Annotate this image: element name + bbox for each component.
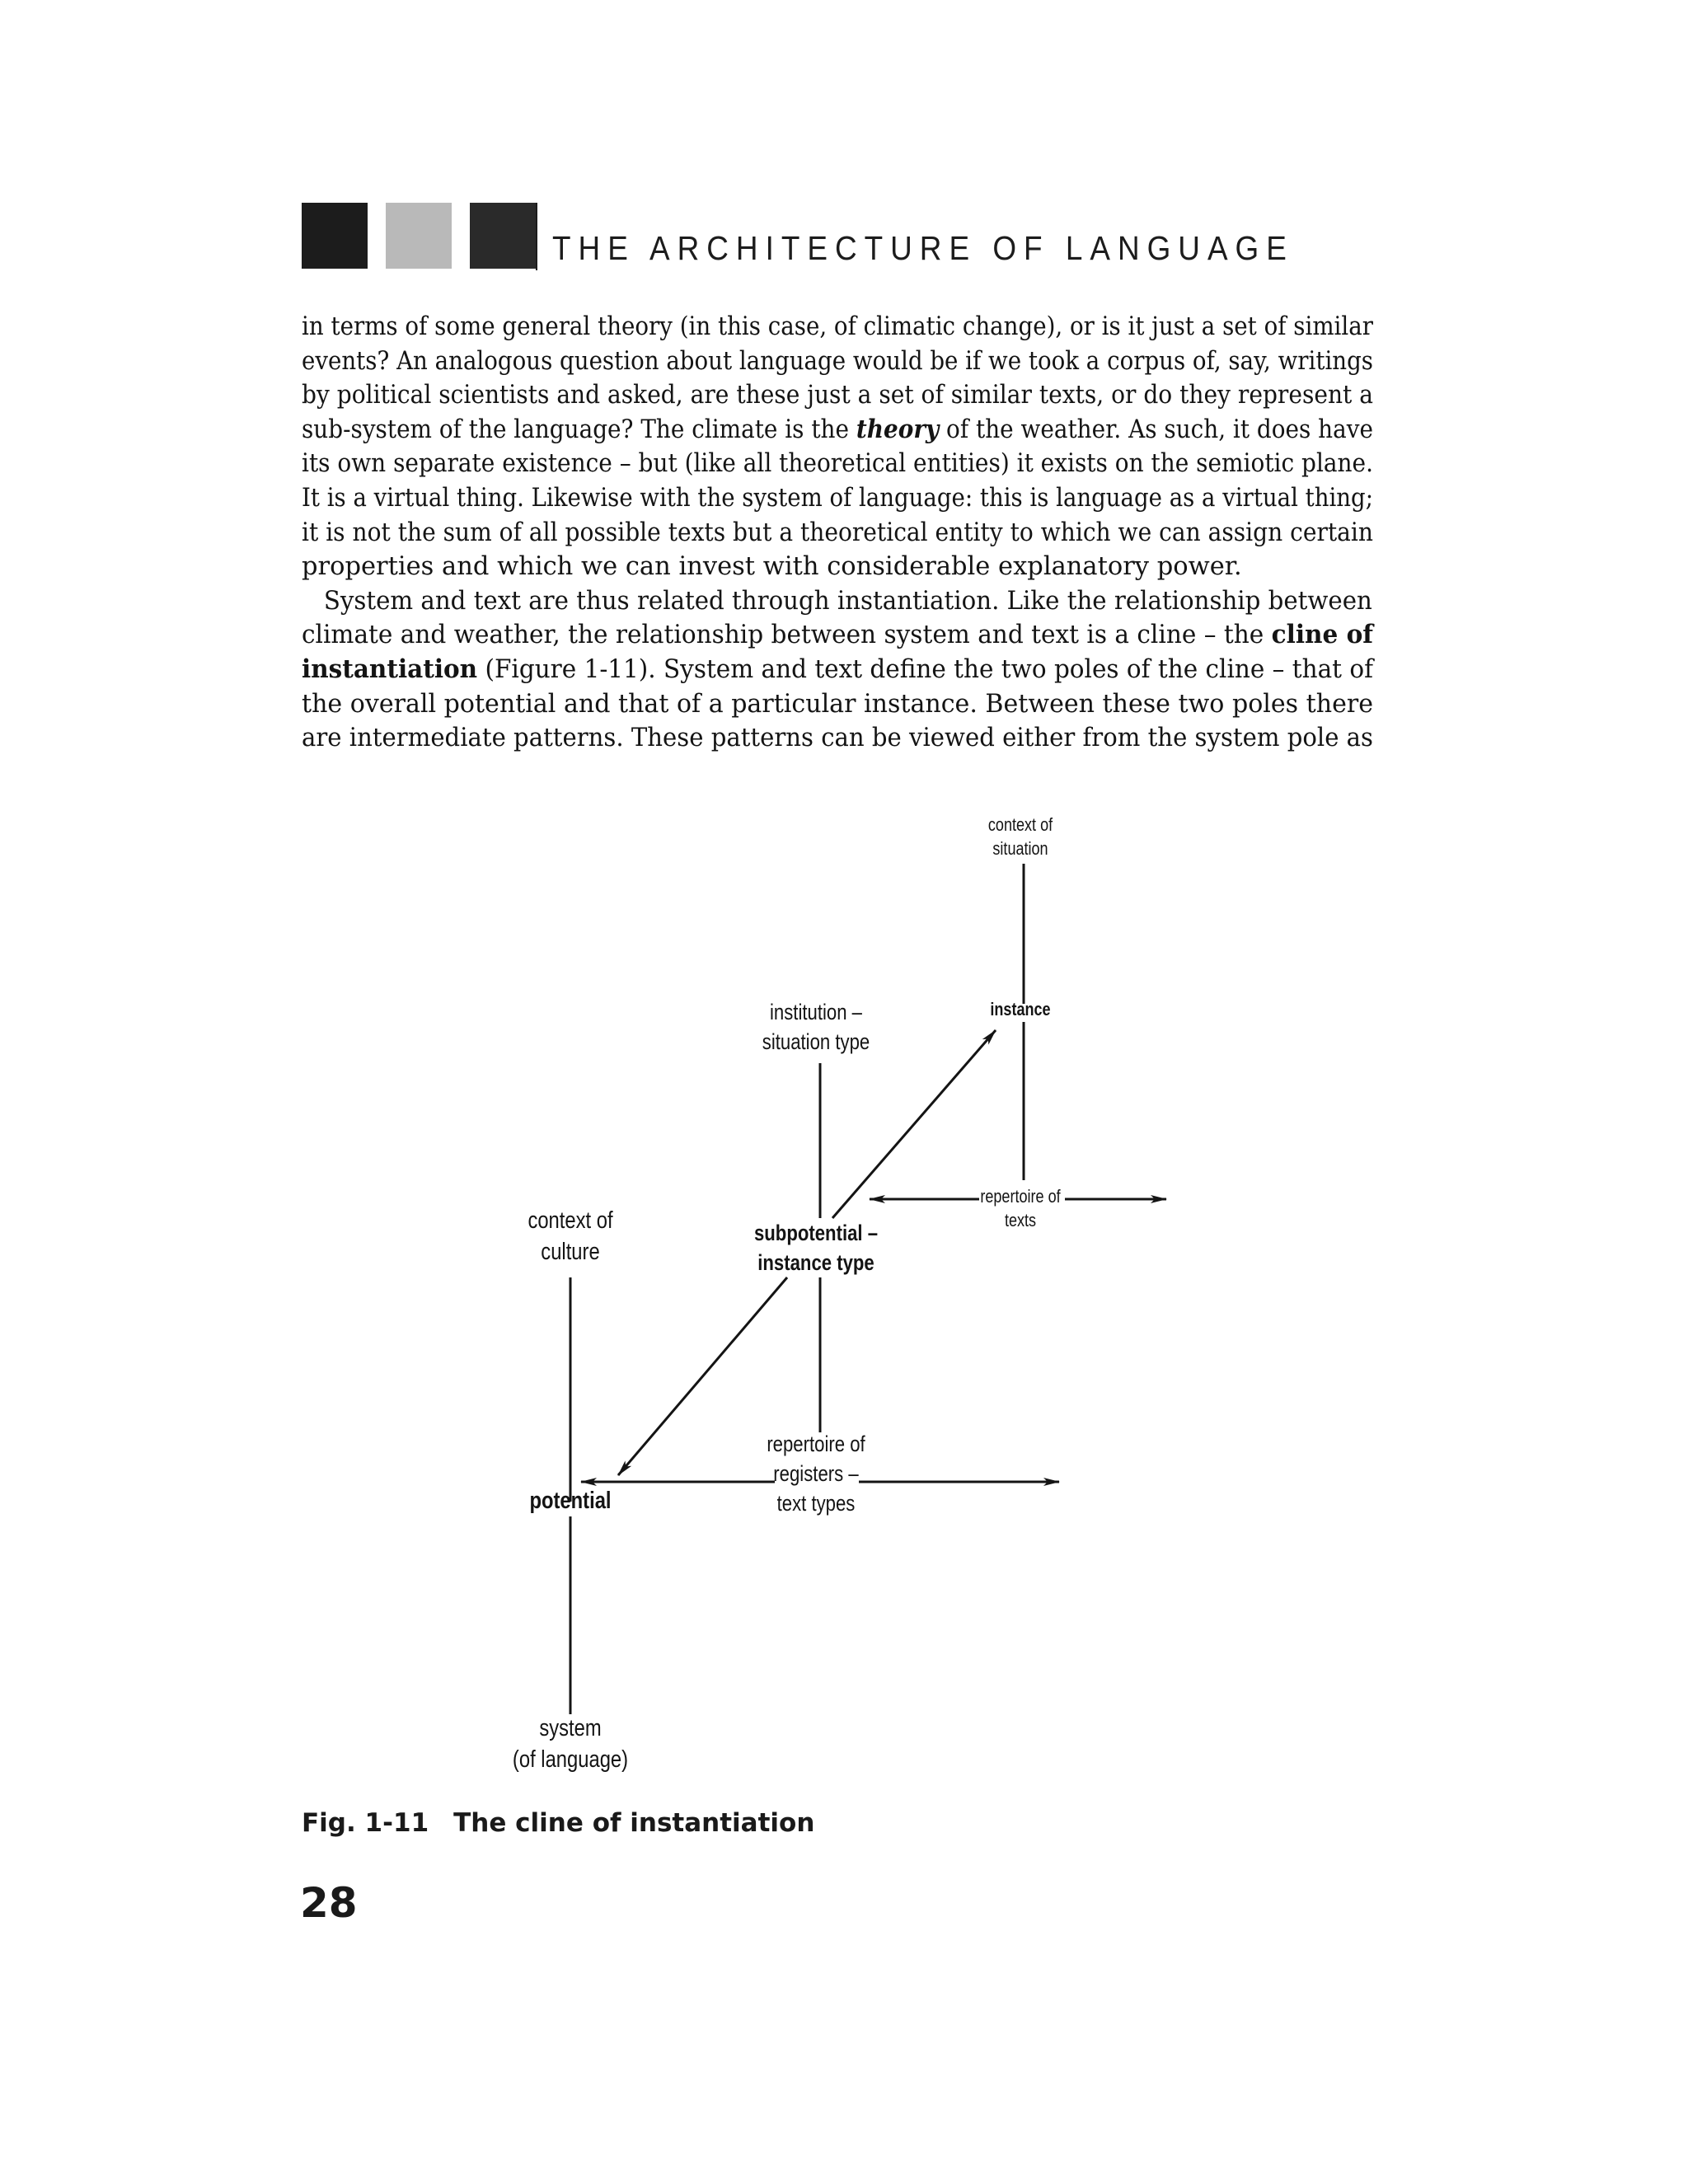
label-line: texts (1004, 1210, 1037, 1230)
label-line: culture (541, 1239, 600, 1265)
label-line: instance type (757, 1250, 874, 1275)
text-line: System and text are thus related through instantiation. Like the relationship between (323, 586, 1372, 616)
label-line: institution – (769, 1000, 862, 1024)
text-line: the overall potential and that of a particular instance. Between these two poles there (302, 689, 1373, 719)
text-line: it is not the sum of all possible texts but a theoretical entity to which we can assign certain (302, 518, 1373, 547)
label-line: (of language) (512, 1746, 629, 1773)
text-line: by political scientists and asked, are these just a set of similar texts, or do they represent a (302, 381, 1373, 410)
label-line: subpotential – (753, 1221, 879, 1245)
figure-caption (302, 1808, 814, 1838)
arrow-to-potential (618, 1277, 787, 1475)
label-line: registers – (773, 1461, 859, 1486)
text-line: properties and which we can invest with considerable explanatory power. (302, 552, 1242, 582)
figure-title: The cline of instantiation (453, 1808, 815, 1838)
label-repertoire-of-texts (980, 1184, 1060, 1232)
text-line: are intermediate patterns. These patterns can be viewed either from the system pole as (302, 724, 1373, 753)
label-line: repertoire of (767, 1432, 865, 1456)
label-repertoire-of-registers (767, 1429, 865, 1518)
text-fragment: sub-system of the language? The climate is the (302, 415, 856, 444)
label-line: repertoire of (980, 1186, 1061, 1207)
arrow-to-instance (832, 1030, 996, 1218)
page-number: 28 (300, 1879, 358, 1927)
text-line: events? An analogous question about language would be if we took a corpus of, say, writings (302, 346, 1373, 376)
emphasis-theory: theory (856, 414, 940, 444)
text-fragment: (Figure 1-11). System and text define the two poles of the cline – that of (477, 654, 1373, 684)
label-line: situation type (762, 1029, 870, 1054)
figure-number: Fig. 1-11 (302, 1808, 429, 1838)
text-line: its own separate existence – but (like all theoretical entities) it exists on the semiotic plane. (302, 449, 1373, 479)
label-line: context of (987, 814, 1053, 835)
label-line: text types (776, 1491, 856, 1516)
label-line: system (539, 1715, 602, 1741)
label-institution-situation-type (762, 997, 870, 1057)
text-fragment: climate and weather, the relationship between system and text is a cline – the (302, 621, 1272, 650)
text-fragment: of the weather. As such, it does have (939, 415, 1373, 444)
label-system-of-language (513, 1713, 628, 1775)
label-instance: instance (990, 999, 1051, 1019)
text-line: It is a virtual thing. Likewise with the system of language: this is language as a virtual thing; (302, 483, 1373, 513)
text-line: in terms of some general theory (in this case, of climatic change), or is it just a set of similar (302, 312, 1373, 341)
label-line: situation (992, 838, 1048, 859)
label-subpotential-instance-type (754, 1218, 878, 1277)
term-cline-of: cline of (1271, 620, 1373, 650)
label-context-of-situation (988, 813, 1053, 860)
term-instantiation: instantiation (302, 654, 478, 684)
running-title: THE ARCHITECTURE OF LANGUAGE (552, 229, 1294, 267)
label-line: context of (528, 1207, 613, 1234)
label-potential: potential (529, 1488, 612, 1514)
label-context-of-culture (528, 1205, 612, 1268)
